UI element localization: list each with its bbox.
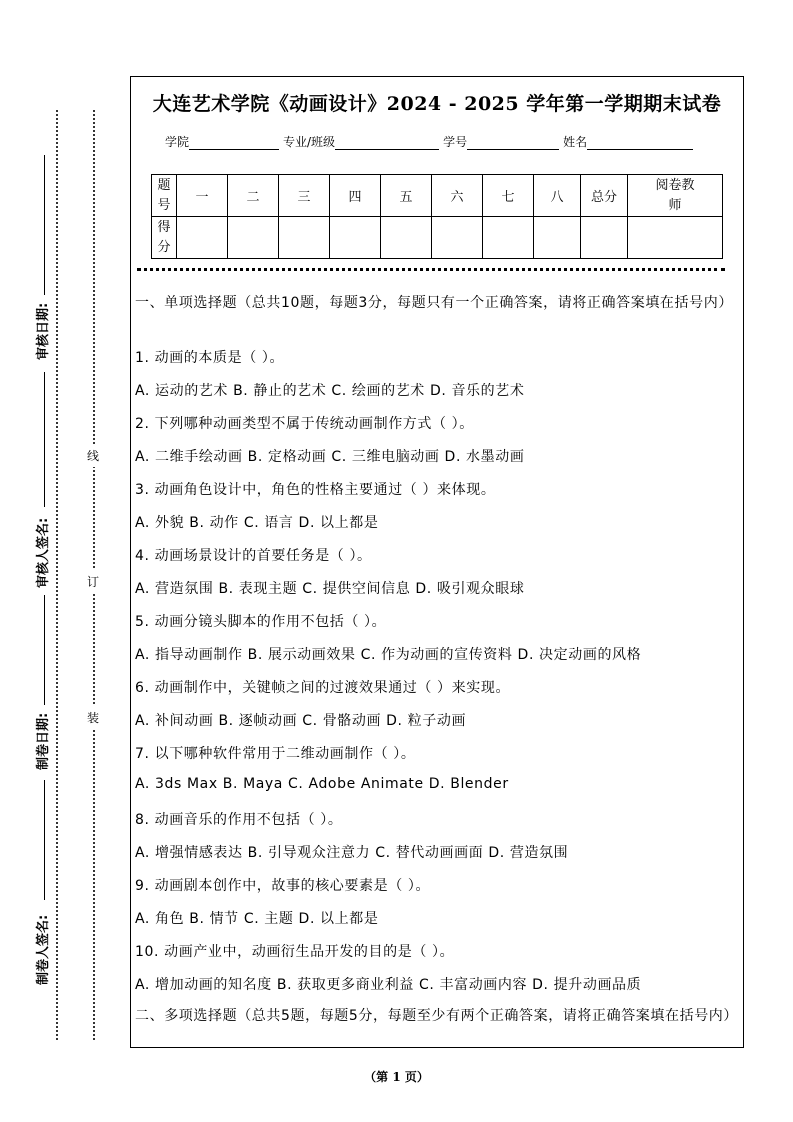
question-8-options: A. 增强情感表达 B. 引导观众注意力 C. 替代动画画面 D. 营造氛围 [135,845,569,861]
question-5-options: A. 指导动画制作 B. 展示动画效果 C. 作为动画的宣传资料 D. 决定动画的风格 [135,647,642,663]
major-class-label: 专业/班级 [283,135,336,149]
score-cell-2[interactable] [228,217,279,259]
score-cell-1[interactable] [177,217,228,259]
question-7-options: A. 3ds Max B. Maya C. Adobe Animate D. Blender [135,776,509,792]
question-4: 4. 动画场景设计的首要任务是（ ）。 [135,548,372,564]
question-number-header: 题号 [152,175,177,217]
question-2-options: A. 二维手绘动画 B. 定格动画 C. 三维电脑动画 D. 水墨动画 [135,449,525,465]
page-number: （第 1 页） [364,1070,429,1084]
score-header: 得分 [152,217,177,259]
question-9-options: A. 角色 B. 情节 C. 主题 D. 以上都是 [135,911,379,927]
score-table-header-row [152,175,723,217]
score-cell-6[interactable] [432,217,483,259]
setting-date-line [44,595,45,705]
name-field[interactable] [587,135,693,150]
score-cell-3[interactable] [279,217,330,259]
college-field[interactable] [189,135,279,150]
question-5: 5. 动画分镜头脚本的作用不包括（ ）。 [135,614,387,630]
score-table [151,174,723,259]
question-10-options: A. 增加动画的知名度 B. 获取更多商业利益 C. 丰富动画内容 D. 提升动画品质 [135,977,642,993]
col-grader [628,175,723,217]
margin-dotted-line-left [56,110,58,1040]
col-6: 六 [432,175,483,217]
student-id-field[interactable] [467,135,559,150]
col-1: 一 [177,175,228,217]
name-label: 姓名 [563,135,588,149]
header-separator [137,268,725,271]
question-1-options: A. 运动的艺术 B. 静止的艺术 C. 绘画的艺术 D. 音乐的艺术 [135,383,525,399]
cut-mark-line: 线 [86,444,100,467]
single-choice-section-header: 一、单项选择题（总共10题，每题3分，每题只有一个正确答案，请将正确答案填在括号内） [135,295,733,311]
setter-signature-label: 制卷人签名: [36,914,51,985]
col-7: 七 [483,175,534,217]
student-id-label: 学号 [443,135,468,149]
student-info-row [165,133,697,150]
question-7: 7. 以下哪种软件常用于二维动画制作（ ）。 [135,746,416,762]
question-6: 6. 动画制作中，关键帧之间的过渡效果通过（ ）来实现。 [135,680,511,696]
col-3: 三 [279,175,330,217]
score-cell-5[interactable] [381,217,432,259]
question-1: 1. 动画的本质是（ ）。 [135,350,285,366]
col-5: 五 [381,175,432,217]
cut-mark-bind: 订 [86,570,100,593]
exam-title: 大连艺术学院《动画设计》2024 - 2025 学年第一学期期末试卷 [152,93,722,115]
college-label: 学院 [165,135,190,149]
col-2: 二 [228,175,279,217]
setter-signature-line [44,780,45,900]
score-cell-total[interactable] [581,217,628,259]
question-8: 8. 动画音乐的作用不包括（ ）。 [135,812,343,828]
major-class-field[interactable] [335,135,439,150]
score-cell-8[interactable] [534,217,581,259]
score-cell-grader[interactable] [628,217,723,259]
question-3-options: A. 外貌 B. 动作 C. 语言 D. 以上都是 [135,515,379,531]
col-total: 总分 [581,175,628,217]
setting-date-label: 制卷日期: [36,712,51,770]
question-3: 3. 动画角色设计中，角色的性格主要通过（ ）来体现。 [135,482,496,498]
question-9: 9. 动画剧本创作中，故事的核心要素是（ ）。 [135,878,431,894]
grader-header: 阅卷教师 [655,177,695,213]
multi-choice-section-header: 二、多项选择题（总共5题，每题5分，每题至少有两个正确答案，请将正确答案填在括号内） [135,1008,739,1024]
question-6-options: A. 补间动画 B. 逐帧动画 C. 骨骼动画 D. 粒子动画 [135,713,467,729]
reviewer-signature-line [44,372,45,507]
review-date-line [44,155,45,295]
question-4-options: A. 营造氛围 B. 表现主题 C. 提供空间信息 D. 吸引观众眼球 [135,581,525,597]
review-date-label: 审核日期: [36,302,51,360]
col-4: 四 [330,175,381,217]
cut-mark-staple: 装 [86,706,100,729]
score-cell-4[interactable] [330,217,381,259]
score-table-score-row [152,217,723,259]
col-8: 八 [534,175,581,217]
question-2: 2. 下列哪种动画类型不属于传统动画制作方式（ ）。 [135,416,474,432]
exam-frame [130,76,744,1048]
score-cell-7[interactable] [483,217,534,259]
question-10: 10. 动画产业中，动画衍生品开发的目的是（ ）。 [135,944,455,960]
reviewer-signature-label: 审核人签名: [36,517,51,588]
